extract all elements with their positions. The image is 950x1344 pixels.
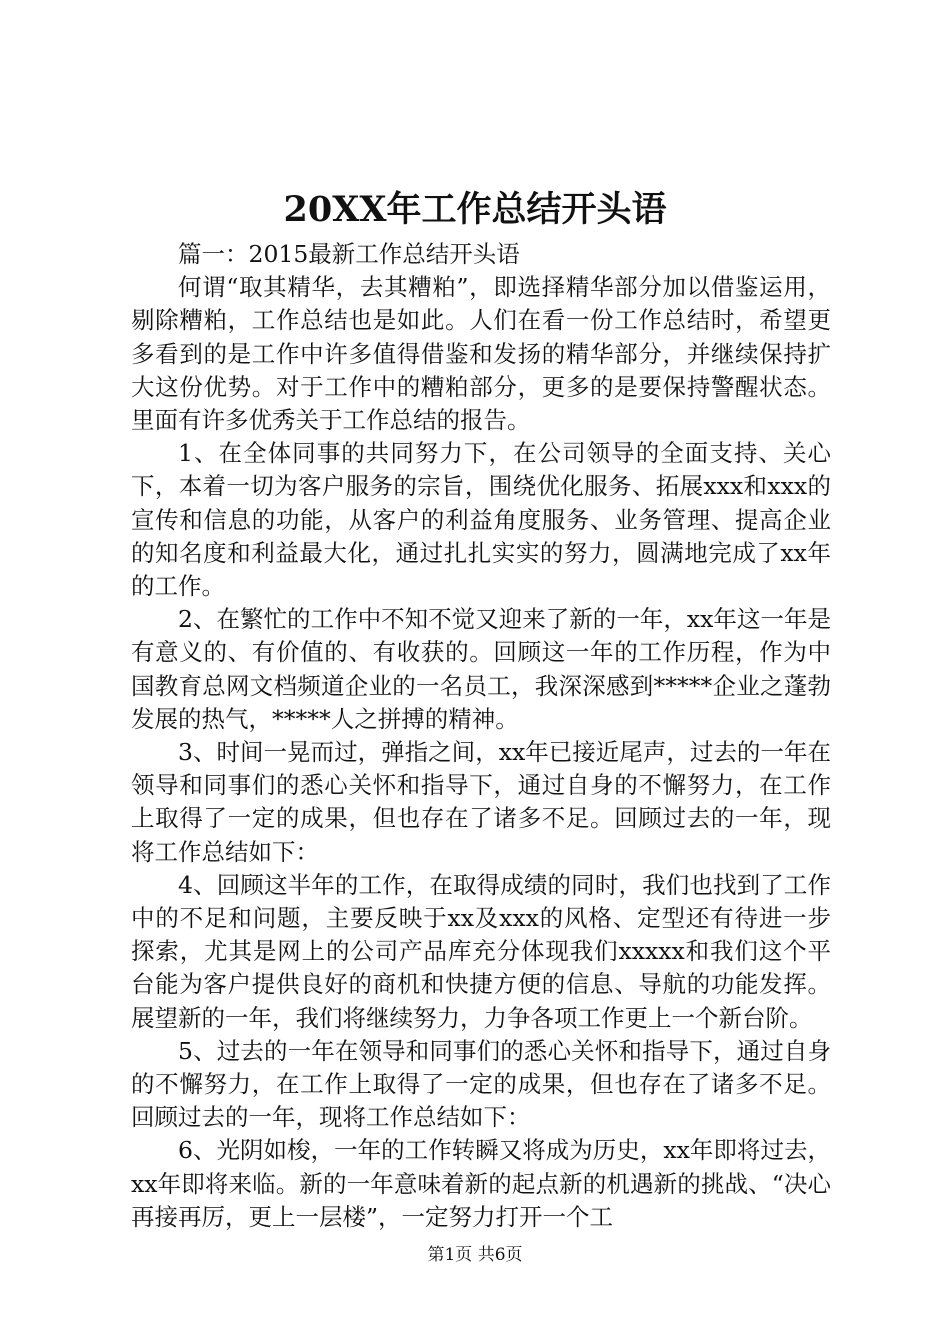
paragraph-item-6: 6、光阴如梭，一年的工作转瞬又将成为历史，xx年即将过去，xx年即将来临。新的一年意味着新的起点新的机遇新的挑战、“决心再接再厉，更上一层楼”，一定努力打开一个工: [131, 1136, 831, 1231]
paragraph-item-2: 2、在繁忙的工作中不知不觉又迎来了新的一年，xx年这一年是有意义的、有价值的、有收获的。回顾这一年的工作历程，作为中国教育总网文档频道企业的一名员工，我深深感到*****企业之蓬勃发展的热气，*****人之拼搏的精神。: [131, 605, 831, 733]
paragraph-item-4: 4、回顾这半年的工作，在取得成绩的同时，我们也找到了工作中的不足和问题，主要反映于xx及xxx的风格、定型还有待进一步探索，尤其是网上的公司产品库充分体现我们xxxxx和我们这个平台能为客户提供良好的商机和快捷方便的信息、导航的功能发挥。展望新的一年，我们将继续努力，力争各项工作更上一个新台阶。: [131, 870, 831, 1032]
paragraph-intro: 何谓“取其精华，去其糟粕”，即选择精华部分加以借鉴运用，剔除糟粕，工作总结也是如此。人们在看一份工作总结时，希望更多看到的是工作中许多值得借鉴和发扬的精华部分，并继续保持扩大这份优势。对于工作中的糟粕部分，更多的是要保持警醒状态。里面有许多优秀关于工作总结的报告。: [131, 273, 831, 435]
paragraph-item-3: 3、时间一晃而过，弹指之间，xx年已接近尾声，过去的一年在领导和同事们的悉心关怀和指导下，通过自身的不懈努力，在工作上取得了一定的成果，但也存在了诸多不足。回顾过去的一年，现将工作总结如下：: [131, 738, 831, 866]
section-heading: 篇一：2015最新工作总结开头语: [178, 240, 520, 268]
document-title: 20XX年工作总结开头语: [283, 189, 667, 230]
paragraph-item-5: 5、过去的一年在领导和同事们的悉心关怀和指导下，通过自身的不懈努力，在工作上取得了一定的成果，但也存在了诸多不足。回顾过去的一年，现将工作总结如下：: [131, 1036, 831, 1132]
paragraph-item-1: 1、在全体同事的共同努力下，在公司领导的全面支持、关心下，本着一切为客户服务的宗旨，围绕优化服务、拓展xxx和xxx的宣传和信息的功能，从客户的利益角度服务、业务管理、提高企业的知名度和利益最大化，通过扎扎实实的努力，圆满地完成了xx年的工作。: [131, 439, 831, 601]
page-number-footer: 第1页 共6页: [427, 1245, 523, 1265]
document-body: [131, 238, 831, 1234]
